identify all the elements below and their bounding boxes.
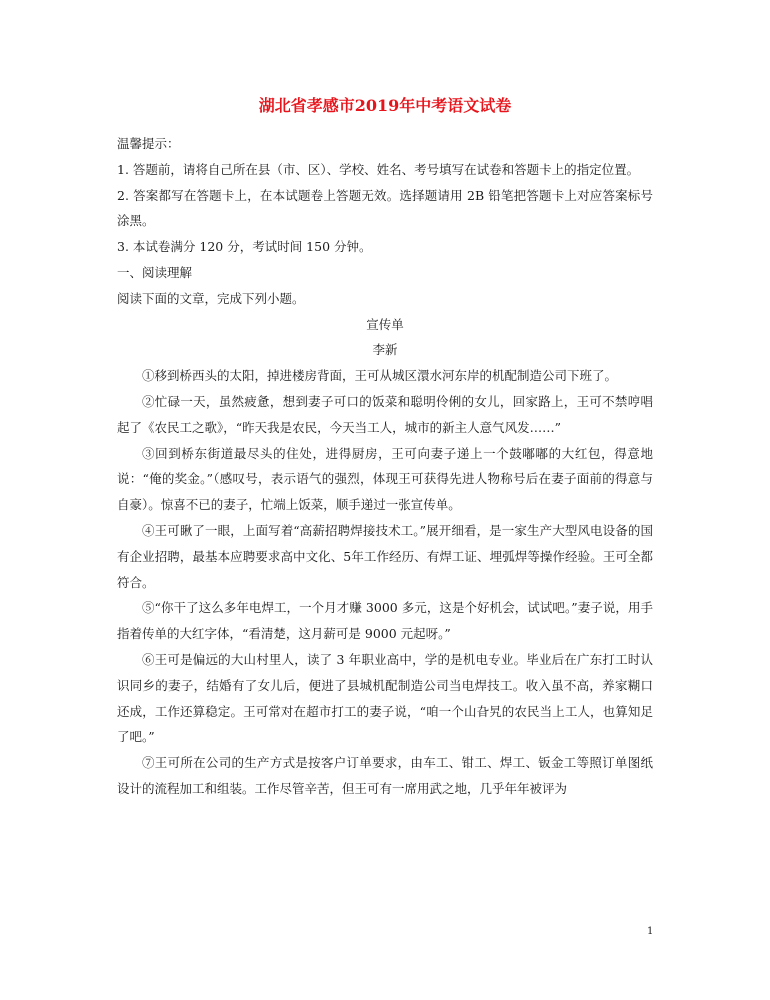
tip-item: 1. 答题前，请将自己所在县（市、区）、学校、姓名、考号填写在试卷和答题卡上的指定位置。 <box>117 161 640 177</box>
page-title: 湖北省孝感市2019年中考语文试卷 <box>258 96 512 115</box>
article-paragraph: ⑦王可所在公司的生产方式是按客户订单要求，由车工、钳工、焊工、钣金工等照订单图纸设计的流程加工和组装。工作尽管辛苦，但王可有一席用武之地，几乎年年被评为 <box>117 755 653 796</box>
tip-item: 2. 答案都写在答题卡上，在本试题卷上答题无效。选择题请用 2B 铅笔把答题卡上对应答案标号涂黑。 <box>117 187 653 229</box>
article-paragraph: ⑥王可是偏远的大山村里人，读了 3 年职业高中，学的是机电专业。毕业后在广东打工时认识同乡的妻子，结婚有了女儿后，便进了县城机配制造公司当电焊技工。收入虽不高，养家糊口还成，工作还算稳定。王可常对在超市打工的妻子说，“咱一个山旮旯的农民当上工人，也算知足了吧。” <box>117 651 653 745</box>
tip-item: 3. 本试卷满分 120 分，考试时间 150 分钟。 <box>117 239 372 255</box>
article-paragraph: ③回到桥东街道最尽头的住处，进得厨房，王可向妻子递上一个鼓嘟嘟的大红包，得意地说：“俺的奖金。”（感叹号，表示语气的强烈，体现王可获得先进人物称号后在妻子面前的得意与自豪）。惊喜不已的妻子，忙端上饭菜，顺手递过一张宣传单。 <box>117 445 653 513</box>
reading-instruction: 阅读下面的文章，完成下列小题。 <box>117 290 305 306</box>
document-body <box>117 131 653 802</box>
section-heading: 一、阅读理解 <box>117 264 193 280</box>
article-paragraph: ④王可瞅了一眼，上面写着“高薪招聘焊接技术工。”展开细看，是一家生产大型风电设备的国有企业招聘，最基本应聘要求高中文化、5年工作经历、有焊工证、埋弧焊等操作经验。王可全都符合。 <box>117 522 653 590</box>
tips-heading: 温馨提示： <box>117 136 180 151</box>
article-paragraph: ②忙碌一天，虽然疲惫，想到妻子可口的饭菜和聪明伶俐的女儿，回家路上，王可不禁哼唱起了《农民工之歌》，“昨天我是农民，今天当工人，城市的新主人意气风发……” <box>117 393 653 435</box>
article-author: 李新 <box>372 342 398 358</box>
page-number: 1 <box>647 926 654 937</box>
article-title: 宣传单 <box>366 316 404 332</box>
article-paragraph: ①移到桥西头的太阳，掉进楼房背面，王可从城区澴水河东岸的机配制造公司下班了。 <box>142 368 618 384</box>
article-paragraph: ⑤“你干了这么多年电焊工，一个月才赚 3000 多元，这是个好机会，试试吧。”妻子说，用手指着传单的大红字体，“看清楚，这月薪可是 9000 元起呀。” <box>117 600 653 642</box>
